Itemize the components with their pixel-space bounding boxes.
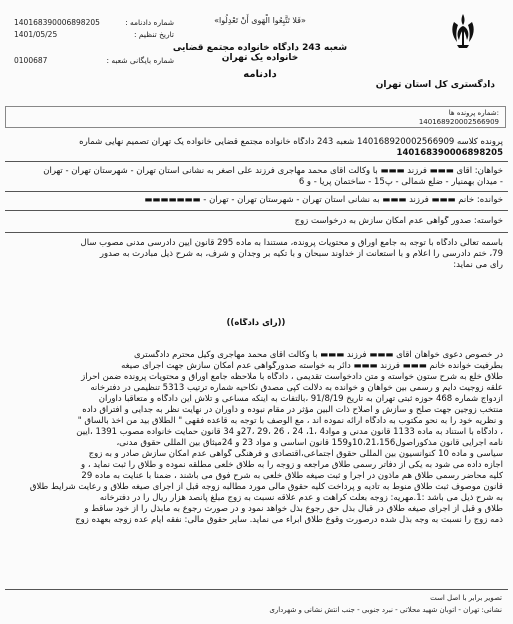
divider xyxy=(5,161,508,162)
text-line: بطرفیت خوانده خانم ▬▬▬ فرزند ▬▬▬ دائر به خواسته صدورگواهی عدم امکان سازش جهت اجرای صیغه xyxy=(121,361,503,371)
meta-row-date xyxy=(14,28,174,40)
text-line: باسمه تعالی دادگاه با توجه به جامع اوراق و محتویات پرونده، مستنداً به ماده 295 قانون آیین دادرسی مدنی مصوب سال xyxy=(80,238,503,248)
text-line: کلیه محاضر رسمی طلاق هم مأذون در اجرا و ثبت صیغه طلاق خلعی به شرح فوق می باشند ، ضمناً با عنایت به ماده 29 xyxy=(81,471,503,481)
document-meta xyxy=(14,16,174,66)
verdict-body xyxy=(9,350,503,526)
meta-label: تاریخ تنظیم : xyxy=(134,29,174,39)
text-line: 79، ختم دادرسی را اعلام و با استعانت از خداوند سبحان و با تکیه بر وجدان و شرف، به شرح ذیل مبادرت به صدور xyxy=(99,249,503,259)
document-footer xyxy=(5,590,508,620)
defendant xyxy=(9,195,503,206)
text-line: خوانده: خانم ▬▬▬ فرزند ▬▬▬ به نشانی استان تهران - شهرستان تهران - تهران - ▬▬▬▬▬▬▬ xyxy=(144,195,503,205)
text-line: ((رای دادگاه)) xyxy=(226,318,286,328)
text-line: نامه اجرایی قانون مذکوراصول10،21،156و159 قانون اساسی و مواد 23 و 24میثاق بین المللی حقوق مدنی، xyxy=(116,438,503,448)
text-line: ذمه زوج را نسبت به وجه بذل شده درصورت وقوع طلاق ابراء می نماید. سایر حقوق مالی: نفقه ایام عده زوجه بعهده زوج xyxy=(75,515,503,525)
text-line: - میدان بهمنیار - ضلع شمالی - پ15 - ساختمان پریا - و 6 xyxy=(298,177,503,187)
meta-value: 140168390006898205 xyxy=(14,17,100,27)
case-details xyxy=(9,137,503,159)
court-name: دادگستری کل استان تهران xyxy=(375,80,495,90)
text-line: در خصوص دعوی خواهان آقای ▬▬▬ فرزند ▬▬▬ با وکالت آقای محمد مهاجری وکیل محترم دادگستری xyxy=(133,350,503,360)
divider xyxy=(5,232,508,233)
branch-name: شعبه 243 دادگاه خانواده مجتمع قضایی خانواده یک تهران xyxy=(172,43,348,63)
meta-row-judgment-number xyxy=(14,16,174,28)
text-line: به شرح ذیل می باشد :1.مهریه: زوجه بعلت کراهت و عدم علاقه نسبت به زوج مبلغ پانصد هزار ریال را در دفترخانه xyxy=(99,493,503,503)
text-line: سیاسی و ماده 10 کنوانسیون بین المللی حقوق اجتماعی،اقتصادی و فرهنگی گواهی عدم امکان سازش صادر و به زوج xyxy=(88,449,503,459)
court-address: نشانی: تهران - اتوبان شهید محلاتی - نبرد جنوبی - جنب انتش نشانی و شهرداری xyxy=(269,606,502,614)
text-line: ازدواج شماره 468 حوزه ثبتی تهران به تاریخ 91/8/19 ،بالتفات به اینکه مساعی و تلاش این دادگاه و متعاقباً داوران xyxy=(98,394,503,404)
meta-label: شماره بایگانی شعبه : xyxy=(106,55,174,65)
text-line: رأی می نماید: xyxy=(453,260,503,270)
document-title: دادنامه xyxy=(243,69,277,80)
divider xyxy=(5,191,508,192)
meta-row-archive-number xyxy=(14,54,174,66)
case-number-label: شماره پرونده ها: xyxy=(448,109,499,117)
meta-value: 0100687 xyxy=(14,55,48,65)
text-line: خواسته: صدور گواهی عدم امکان سازش به درخواست زوج xyxy=(294,216,503,226)
text-line: منتخب زوجین جهت صلح و سازش و اصلاح ذات البین مؤثر در مقام نبوده و داوران در نهایت نظر به جدایی و افتراق داده xyxy=(82,405,503,415)
text-line: پرونده کلاسه 140168920002566909 شعبه 243 دادگاه خانواده مجتمع قضایی خانواده یک تهران تصمیم نهایی شماره xyxy=(79,137,503,147)
meta-value: 1401/05/25 xyxy=(14,29,58,39)
motto: «فَلا تَتَّبِعُوا الْهَوى أَنْ تَعْدِلُوا» xyxy=(214,16,306,25)
parties xyxy=(9,166,503,188)
text-line: علقه زوجیت دایم و رسمی بین خواهان و خوانده به دلالت کپی مصدق نکاحیه شماره ترتیب 5313 تنظیمی در دفترخانه xyxy=(90,383,503,393)
certification-note: تصویر برابر با اصل است xyxy=(430,594,502,602)
case-number-box xyxy=(5,106,506,128)
text-line: قانون موصوف ثبت طلاق منوط به تأدیه و پرداخت کلیه حقوق مالی مورد مطالبه زوجه قبل از اجرای صیغه طلاق و رعایت شرایط طلاق xyxy=(29,482,503,492)
text-line: 140168390006898205 xyxy=(396,148,503,158)
text-line: ، دادگاه با استناد به ماده 1133 قانون مدنی و مواد4 ،1، 24 ، 26 ،29 ،27و 34 قانون حمایت خانواده مصوب 1391 ،آیین xyxy=(76,427,503,437)
text-line: خواهان: آقای ▬▬▬ فرزند ▬▬▬ با وکالت آقای محمد مهاجری فرزند علی اصغر به نشانی استان تهران - شهرستان تهران - تهران xyxy=(43,166,503,176)
divider xyxy=(5,210,508,211)
preamble xyxy=(9,238,503,271)
iran-emblem-icon xyxy=(448,12,478,50)
text-line: و نظریه خود را به نحو مکتوب به دادگاه ارائه نموده اند ، مع الوصف با توجه به قاعده فقهی " الطلاق بید من اخذ بالساق " xyxy=(77,416,503,426)
text-line: اجازه داده می شود به یکی از دفاتر رسمی طلاق مراجعه و زوجه را به طلاق خلعی مطلقه نموده و طلاق را ثبت نماید ، و xyxy=(81,460,503,470)
case-number: 140168920002566909 xyxy=(418,118,499,126)
document-header xyxy=(0,0,513,104)
text-line: طلاق و قبل از اجرای صیغه طلاق در قبال بذل حق رجوع بذل خواهد نمود و در صورت رجوع به مابذل را از خود ساقط و xyxy=(84,504,503,514)
meta-label: شماره دادنامه : xyxy=(125,17,174,27)
verdict-heading xyxy=(9,318,503,329)
text-line: طلاق خلع به شرح ستون خواسته و متن دادخواست تقدیمی ، دادگاه با ملاحظه جامع اوراق و محتویات پرونده ضمن احراز xyxy=(81,372,503,382)
claim xyxy=(9,216,503,227)
